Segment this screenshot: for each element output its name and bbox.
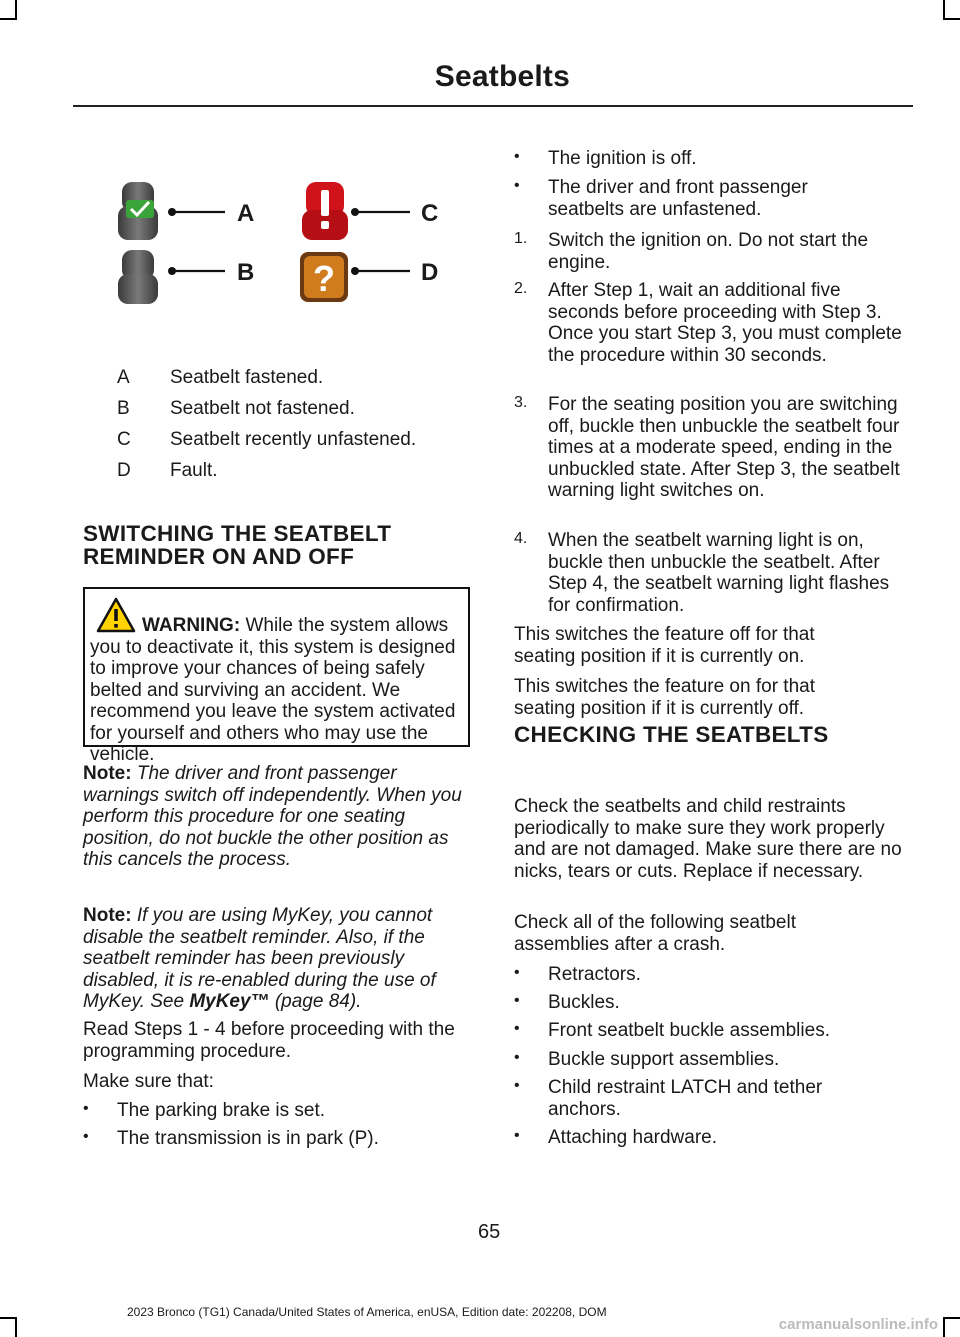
figure-label-a: A: [237, 200, 255, 227]
page-reference: (page 84).: [274, 991, 362, 1012]
legend-key: B: [117, 398, 130, 419]
edition-footer: 2023 Bronco (TG1) Canada/United States of America, enUSA, Edition date: 202208, DOM: [127, 1305, 607, 1319]
seatbelt-unfastened-warning-icon: [302, 182, 348, 240]
step-item: [514, 280, 908, 366]
legend-row: [117, 429, 477, 460]
bullet-marker: •: [514, 148, 520, 165]
step-item: [514, 230, 908, 273]
legend-text: Seatbelt recently unfastened.: [170, 429, 417, 450]
bullet-marker: •: [514, 1049, 520, 1066]
crop-mark: [943, 1317, 960, 1319]
check-after-text: Check all of the following seatbelt assemblies after a crash.: [514, 912, 796, 955]
step-item: [514, 394, 908, 502]
bullet-marker: •: [83, 1128, 89, 1145]
legend-text: Seatbelt fastened.: [170, 367, 324, 388]
step-text: After Step 1, wait an additional five seconds before proceeding with Step 3. Once you start Step 3, you must complete the procedure within 30 seconds.: [548, 280, 902, 366]
list-item: [514, 1020, 908, 1042]
bullet-marker: •: [514, 1077, 520, 1094]
list-item: [514, 1127, 908, 1149]
check-text: Check the seatbelts and child restraints periodically to make sure they work properly and are not damaged. Make sure there are no nicks, tears or cuts. Replace if necessary.: [514, 796, 902, 882]
list-item-text: Front seatbelt buckle assemblies.: [548, 1020, 830, 1041]
list-item-text: Retractors.: [548, 964, 641, 985]
list-item: [514, 964, 908, 986]
fault-icon: [300, 252, 348, 302]
seatbelt-not-fastened-icon: [118, 250, 158, 304]
bullet-marker: •: [83, 1100, 89, 1117]
bullet-marker: •: [514, 1127, 520, 1144]
watermark: carmanualsonline.info: [778, 1316, 938, 1333]
mykey-link[interactable]: MyKey™: [189, 991, 270, 1012]
list-item: [514, 177, 908, 220]
seatbelt-indicator-figure: [110, 178, 460, 308]
crop-mark: [943, 1317, 945, 1337]
callout-lines: [168, 208, 410, 275]
list-item-text: Buckle support assemblies.: [548, 1049, 780, 1070]
bullet-marker: •: [514, 992, 520, 1009]
seatbelt-fastened-icon: [118, 182, 158, 240]
list-item-text: Child restraint LATCH and tether anchors.: [548, 1077, 823, 1120]
list-item-text: Attaching hardware.: [548, 1127, 717, 1148]
list-item-text: The driver and front passenger seatbelts are unfastened.: [548, 177, 808, 220]
read-steps-text: Read Steps 1 - 4 before proceeding with the programming procedure.: [83, 1019, 455, 1062]
section-heading-switching: SWITCHING THE SEATBELT REMINDER ON AND OFF: [83, 521, 392, 569]
note-label: Note:: [83, 763, 132, 784]
note-label: Note:: [83, 905, 132, 926]
note-independent: [83, 763, 475, 871]
legend-key: A: [117, 367, 130, 388]
step-number: 2.: [514, 280, 528, 297]
step-text: For the seating position you are switching off, buckle then unbuckle the seatbelt four times at a moderate speed, ending in the unbuckled state. After Step 3, the seatbelt warning light switches on.: [548, 394, 900, 501]
step-text: When the seatbelt warning light is on, buckle then unbuckle the seatbelt. After Step 4, the seatbelt warning light flashes for confirmation.: [548, 530, 890, 616]
list-item: [83, 1100, 475, 1122]
list-item: [514, 992, 908, 1014]
figure-label-b: B: [237, 259, 255, 286]
list-item: [83, 1128, 475, 1150]
legend-row: [117, 460, 477, 491]
list-item-text: The transmission is in park (P).: [117, 1128, 379, 1149]
warning-body: While the system allows you to deactivate it, this system is designed to improve your chances of being safely belted and surviving an accident. We recommend you leave the system activated for yourself and others who may use the vehicle.: [90, 615, 456, 765]
list-item-text: Buckles.: [548, 992, 620, 1013]
crop-mark: [943, 0, 945, 20]
figure-label-c: C: [421, 200, 439, 227]
legend-key: C: [117, 429, 131, 450]
warning-label: WARNING:: [142, 615, 241, 636]
figure-legend: [117, 367, 477, 491]
legend-row: [117, 398, 477, 429]
feature-on-text: This switches the feature on for that seating position if it is currently off.: [514, 676, 815, 719]
step-number: 4.: [514, 530, 528, 547]
crop-mark: [0, 1317, 17, 1319]
legend-row: [117, 367, 477, 398]
legend-text: Seatbelt not fastened.: [170, 398, 355, 419]
figure-label-d: D: [421, 259, 439, 286]
list-item: [514, 1077, 908, 1120]
step-item: [514, 530, 908, 616]
step-number: 1.: [514, 230, 528, 247]
crop-mark: [943, 18, 960, 20]
list-item-text: The parking brake is set.: [117, 1100, 326, 1121]
step-number: 3.: [514, 394, 528, 411]
list-item: [514, 1049, 908, 1071]
crop-mark: [0, 18, 17, 20]
warning-box: [83, 587, 470, 765]
warning-text: [90, 615, 470, 766]
bullet-marker: •: [514, 1020, 520, 1037]
bullet-marker: •: [514, 964, 520, 981]
note-text: If you are using MyKey, you cannot disable the seatbelt reminder. Also, if the seatbelt reminder has been previously disabled, it is re-enabled during the use of MyKey. See: [83, 905, 436, 1012]
step-text: Switch the ignition on. Do not start the engine.: [548, 230, 869, 273]
header-divider: [73, 105, 913, 107]
note-mykey: [83, 905, 475, 1013]
legend-text: Fault.: [170, 460, 218, 481]
crop-mark: [15, 1317, 17, 1337]
legend-key: D: [117, 460, 131, 481]
list-item-text: The ignition is off.: [548, 148, 697, 169]
note-text: The driver and front passenger warnings switch off independently. When you perform this procedure for one seating position, do not buckle the other position as this cancels the process.: [83, 763, 462, 870]
page-title: Seatbelts: [434, 60, 570, 93]
section-heading-checking: CHECKING THE SEATBELTS: [514, 722, 829, 747]
feature-off-text: This switches the feature off for that seating position if it is currently on.: [514, 624, 815, 667]
bullet-marker: •: [514, 177, 520, 194]
page-number: 65: [478, 1221, 501, 1243]
crop-mark: [15, 0, 17, 20]
svg-text:?: ?: [313, 258, 335, 299]
list-item: [514, 148, 908, 170]
make-sure-text: Make sure that:: [83, 1071, 214, 1092]
